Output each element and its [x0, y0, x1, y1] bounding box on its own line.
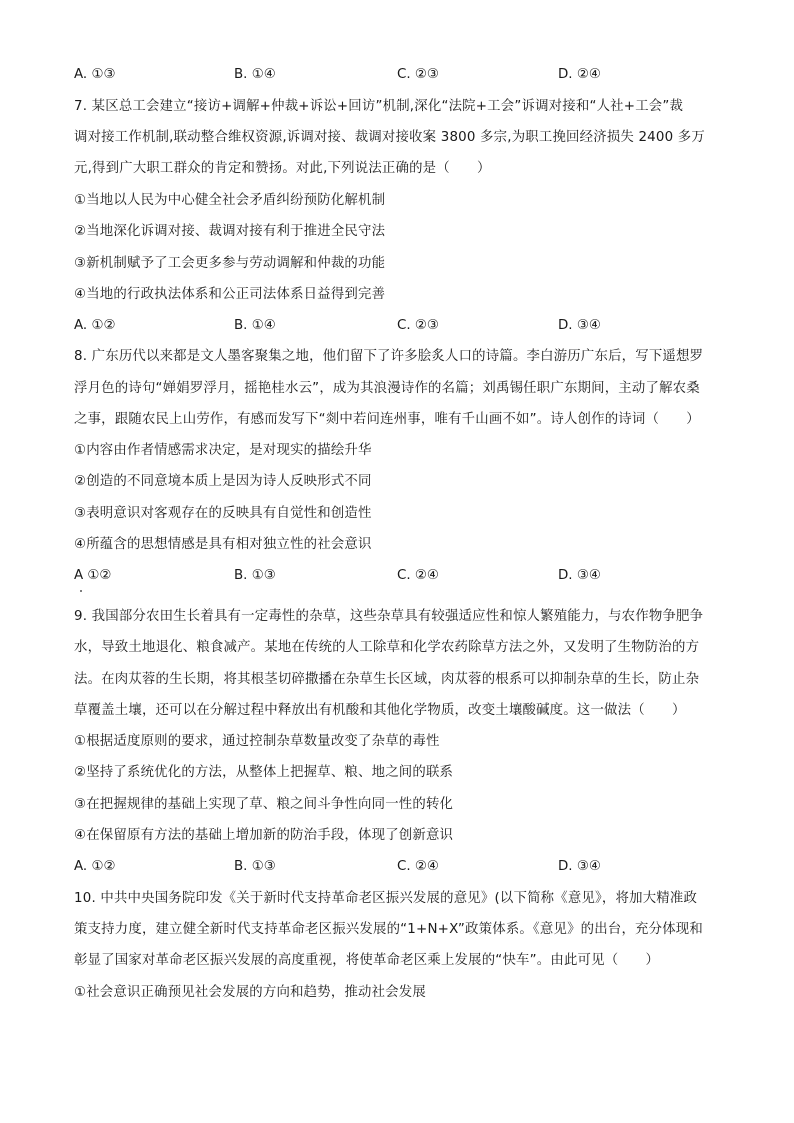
- question-7-stem-line: 7. 某区总工会建立“接访+调解+仲裁+诉讼+回访”机制,深化“法院+工会”诉调对接和“人社+工会”裁: [74, 99, 684, 114]
- option-c[interactable]: C. ②④: [397, 859, 439, 874]
- question-10-stem-line: 彰显了国家对革命老区振兴发展的高度重视，将使革命老区乘上发展的“快车”。由此可见（ ）: [74, 953, 660, 968]
- question-7-stem-line: 元,得到广大职工群众的肯定和赞扬。对此,下列说法正确的是（ ）: [74, 161, 491, 176]
- question-8-statement: ④所蕴含的思想情感是具有相对独立性的社会意识: [74, 537, 372, 552]
- question-9-statement: ④在保留原有方法的基础上增加新的防治手段，体现了创新意识: [74, 828, 454, 843]
- option-b[interactable]: B. ①③: [234, 568, 276, 583]
- question-9-statement: ②坚持了系统优化的方法，从整体上把握草、粮、地之间的联系: [74, 765, 454, 780]
- option-d[interactable]: D. ③④: [558, 859, 601, 874]
- question-10-statement: ①社会意识正确预见社会发展的方向和趋势，推动社会发展: [74, 985, 426, 1000]
- option-b[interactable]: B. ①③: [234, 859, 276, 874]
- option-c[interactable]: C. ②③: [397, 318, 439, 333]
- option-a[interactable]: A. ①②: [74, 859, 116, 874]
- stray-dot: [80, 590, 82, 592]
- question-10-stem-line: 策支持力度，建立健全新时代支持革命老区振兴发展的“1+N+X”政策体系。《意见》的出台，充分体现和: [74, 922, 703, 937]
- question-9-statement: ①根据适度原则的要求，通过控制杂草数量改变了杂草的毒性: [74, 734, 440, 749]
- question-9-stem-line: 法。在肉苁蓉的生长期，将其根茎切碎撒播在杂草生长区域，肉苁蓉的根系可以抑制杂草的生长，防止杂: [74, 672, 700, 687]
- option-b[interactable]: B. ①④: [234, 67, 276, 82]
- option-b[interactable]: B. ①④: [234, 318, 276, 333]
- option-a[interactable]: A. ①③: [74, 67, 116, 82]
- question-7-statement: ④当地的行政执法体系和公正司法体系日益得到完善: [74, 287, 386, 302]
- option-a[interactable]: A ①②: [74, 568, 112, 583]
- question-8-statement: ②创造的不同意境本质上是因为诗人反映形式不同: [74, 474, 372, 489]
- question-9-stem-line: 9. 我国部分农田生长着具有一定毒性的杂草，这些杂草具有较强适应性和惊人繁殖能力，与农作物争肥争: [74, 609, 704, 624]
- question-9-stem-line: 草覆盖土壤，还可以在分解过程中释放出有机酸和其他化学物质，改变土壤酸碱度。这一做法（ ）: [74, 703, 686, 718]
- question-10-stem-line: 10. 中共中央国务院印发《关于新时代支持革命老区振兴发展的意见》(以下简称《意见》，将加大精准政: [74, 891, 698, 906]
- question-8-statement: ①内容由作者情感需求决定，是对现实的描绘升华: [74, 443, 372, 458]
- question-9-stem-line: 水，导致土地退化、粮食减产。某地在传统的人工除草和化学农药除草方法之外，又发明了生物防治的方: [74, 640, 700, 655]
- question-8-stem-line: 浮月色的诗句“婵娟罗浮月，摇艳桂水云”，成为其浪漫诗作的名篇；刘禹锡任职广东期间，主动了解农桑: [74, 381, 700, 396]
- question-9-statement: ③在把握规律的基础上实现了草、粮之间斗争性向同一性的转化: [74, 797, 454, 812]
- question-8-stem-line: 之事，跟随农民上山劳作，有感而发写下“剡中若问连州事，唯有千山画不如”。诗人创作的诗词（ ）: [74, 412, 700, 427]
- option-c[interactable]: C. ②④: [397, 568, 439, 583]
- option-a[interactable]: A. ①②: [74, 318, 116, 333]
- question-7-statement: ③新机制赋予了工会更多参与劳动调解和仲裁的功能: [74, 256, 386, 271]
- option-c[interactable]: C. ②③: [397, 67, 439, 82]
- option-d[interactable]: D. ②④: [558, 67, 601, 82]
- option-d[interactable]: D. ③④: [558, 318, 601, 333]
- question-8-stem-line: 8. 广东历代以来都是文人墨客聚集之地，他们留下了许多脍炙人口的诗篇。李白游历广东后，写下遥想罗: [74, 349, 704, 364]
- question-8-statement: ③表明意识对客观存在的反映具有自觉性和创造性: [74, 506, 372, 521]
- question-7-statement: ①当地以人民为中心健全社会矛盾纠纷预防化解机制: [74, 193, 386, 208]
- question-7-statement: ②当地深化诉调对接、裁调对接有利于推进全民守法: [74, 224, 386, 239]
- option-d[interactable]: D. ③④: [558, 568, 601, 583]
- question-7-stem-line: 调对接工作机制,联动整合维权资源,诉调对接、裁调对接收案 3800 多宗,为职工挽回经济损失 2400 多万: [74, 130, 705, 145]
